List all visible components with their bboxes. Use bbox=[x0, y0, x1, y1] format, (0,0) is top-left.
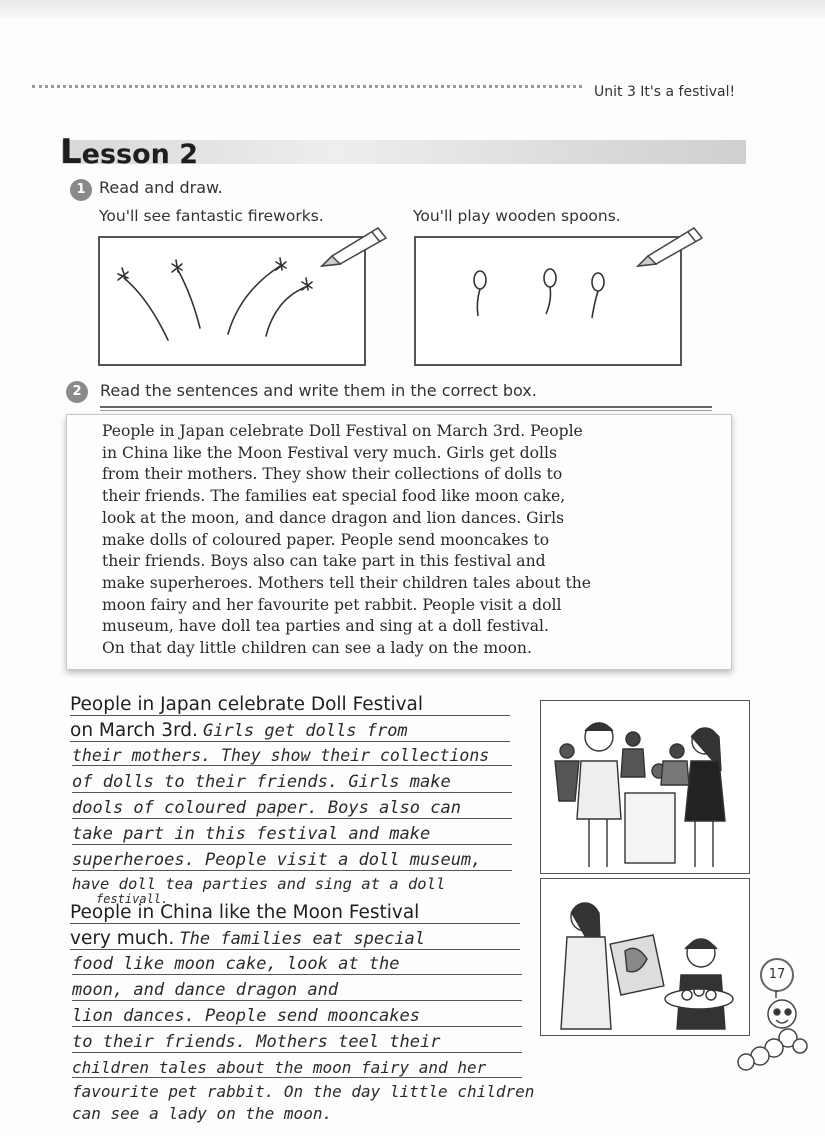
handwritten-line: to their friends. Mothers teel their bbox=[72, 1032, 522, 1053]
lesson-title-rest: esson 2 bbox=[81, 139, 199, 170]
pencil-icon bbox=[634, 222, 706, 270]
handwritten-line: their mothers. They show their collections bbox=[72, 746, 512, 766]
lesson-title bbox=[60, 132, 198, 172]
caterpillar-mascot-icon bbox=[730, 986, 818, 1076]
handwritten-line: lion dances. People send mooncakes bbox=[72, 1006, 522, 1027]
exercise-2-rule bbox=[100, 406, 712, 411]
handwritten-line: children tales about the moon fairy and her bbox=[72, 1058, 522, 1078]
passage-line: museum, have doll tea parties and sing at a doll festival. bbox=[102, 617, 549, 636]
doll-festival-heading: People in Japan celebrate Doll Festival bbox=[70, 694, 510, 716]
moon-festival-picture bbox=[540, 878, 750, 1036]
passage-line: their friends. The families eat special food like moon cake, bbox=[102, 487, 566, 506]
handwritten-line: superheroes. People visit a doll museum, bbox=[72, 850, 512, 871]
unit-title: Unit 3 It's a festival! bbox=[594, 84, 736, 100]
lesson-title-initial: L bbox=[60, 132, 82, 172]
passage-line: look at the moon, and dance dragon and lion dances. Girls bbox=[102, 508, 565, 527]
handwritten-line-small: festivall. bbox=[96, 892, 169, 906]
passage-line: moon fairy and her favourite pet rabbit. People visit a doll bbox=[102, 595, 562, 614]
handwritten-line: moon, and dance dragon and bbox=[72, 980, 522, 1001]
caption-fireworks: You'll see fantastic fireworks. bbox=[99, 207, 324, 225]
passage-line: make dolls of coloured paper. People send mooncakes to bbox=[102, 530, 550, 549]
handwritten-line: Girls get dolls from bbox=[202, 721, 408, 741]
caption-spoons: You'll play wooden spoons. bbox=[413, 207, 621, 225]
moon-festival-heading-rest: very much. bbox=[70, 928, 175, 949]
scan-top-edge bbox=[0, 0, 825, 18]
handwritten-line: take part in this festival and make bbox=[72, 824, 512, 845]
doll-festival-heading-date: on March 3rd. bbox=[70, 720, 198, 741]
passage-line: make superheroes. Mothers tell their children tales about the bbox=[102, 573, 591, 592]
page-number-badge: 17 bbox=[760, 958, 794, 992]
handwritten-line: can see a lady on the moon. bbox=[72, 1104, 333, 1123]
passage-line: from their mothers. They show their collections of dolls to bbox=[102, 465, 563, 484]
handwritten-line: have doll tea parties and sing at a doll bbox=[72, 875, 446, 893]
reading-passage bbox=[102, 421, 722, 660]
passage-line: their friends. Boys also can take part in this festival and bbox=[102, 552, 546, 571]
handwritten-line: of dolls to their friends. Girls make bbox=[72, 772, 512, 793]
passage-line: On that day little children can see a lady on the moon. bbox=[102, 639, 532, 658]
handwritten-line: dools of coloured paper. Boys also can bbox=[72, 798, 512, 819]
handwritten-line: favourite pet rabbit. On the day little children bbox=[72, 1082, 535, 1101]
moon-festival-illustration bbox=[541, 879, 749, 1035]
moon-festival-heading: People in China like the Moon Festival bbox=[70, 902, 520, 924]
exercise-2-instruction: Read the sentences and write them in the correct box. bbox=[100, 381, 537, 400]
exercise-1-number: 1 bbox=[70, 179, 92, 201]
doll-festival-illustration bbox=[541, 701, 749, 873]
handwritten-line: food like moon cake, look at the bbox=[72, 954, 522, 975]
pencil-icon bbox=[318, 222, 390, 270]
passage-line: People in Japan celebrate Doll Festival on March 3rd. People bbox=[102, 422, 583, 440]
passage-line: in China like the Moon Festival very much. Girls get dolls bbox=[102, 443, 557, 462]
answer-line-2 bbox=[70, 720, 510, 742]
doll-festival-picture bbox=[540, 700, 750, 874]
exercise-2-number: 2 bbox=[66, 381, 88, 403]
header-dotted-rule bbox=[32, 85, 582, 88]
handwritten-line: The families eat special bbox=[179, 929, 426, 949]
exercise-1-instruction: Read and draw. bbox=[99, 178, 223, 197]
answer-line-moon-2 bbox=[70, 928, 520, 950]
